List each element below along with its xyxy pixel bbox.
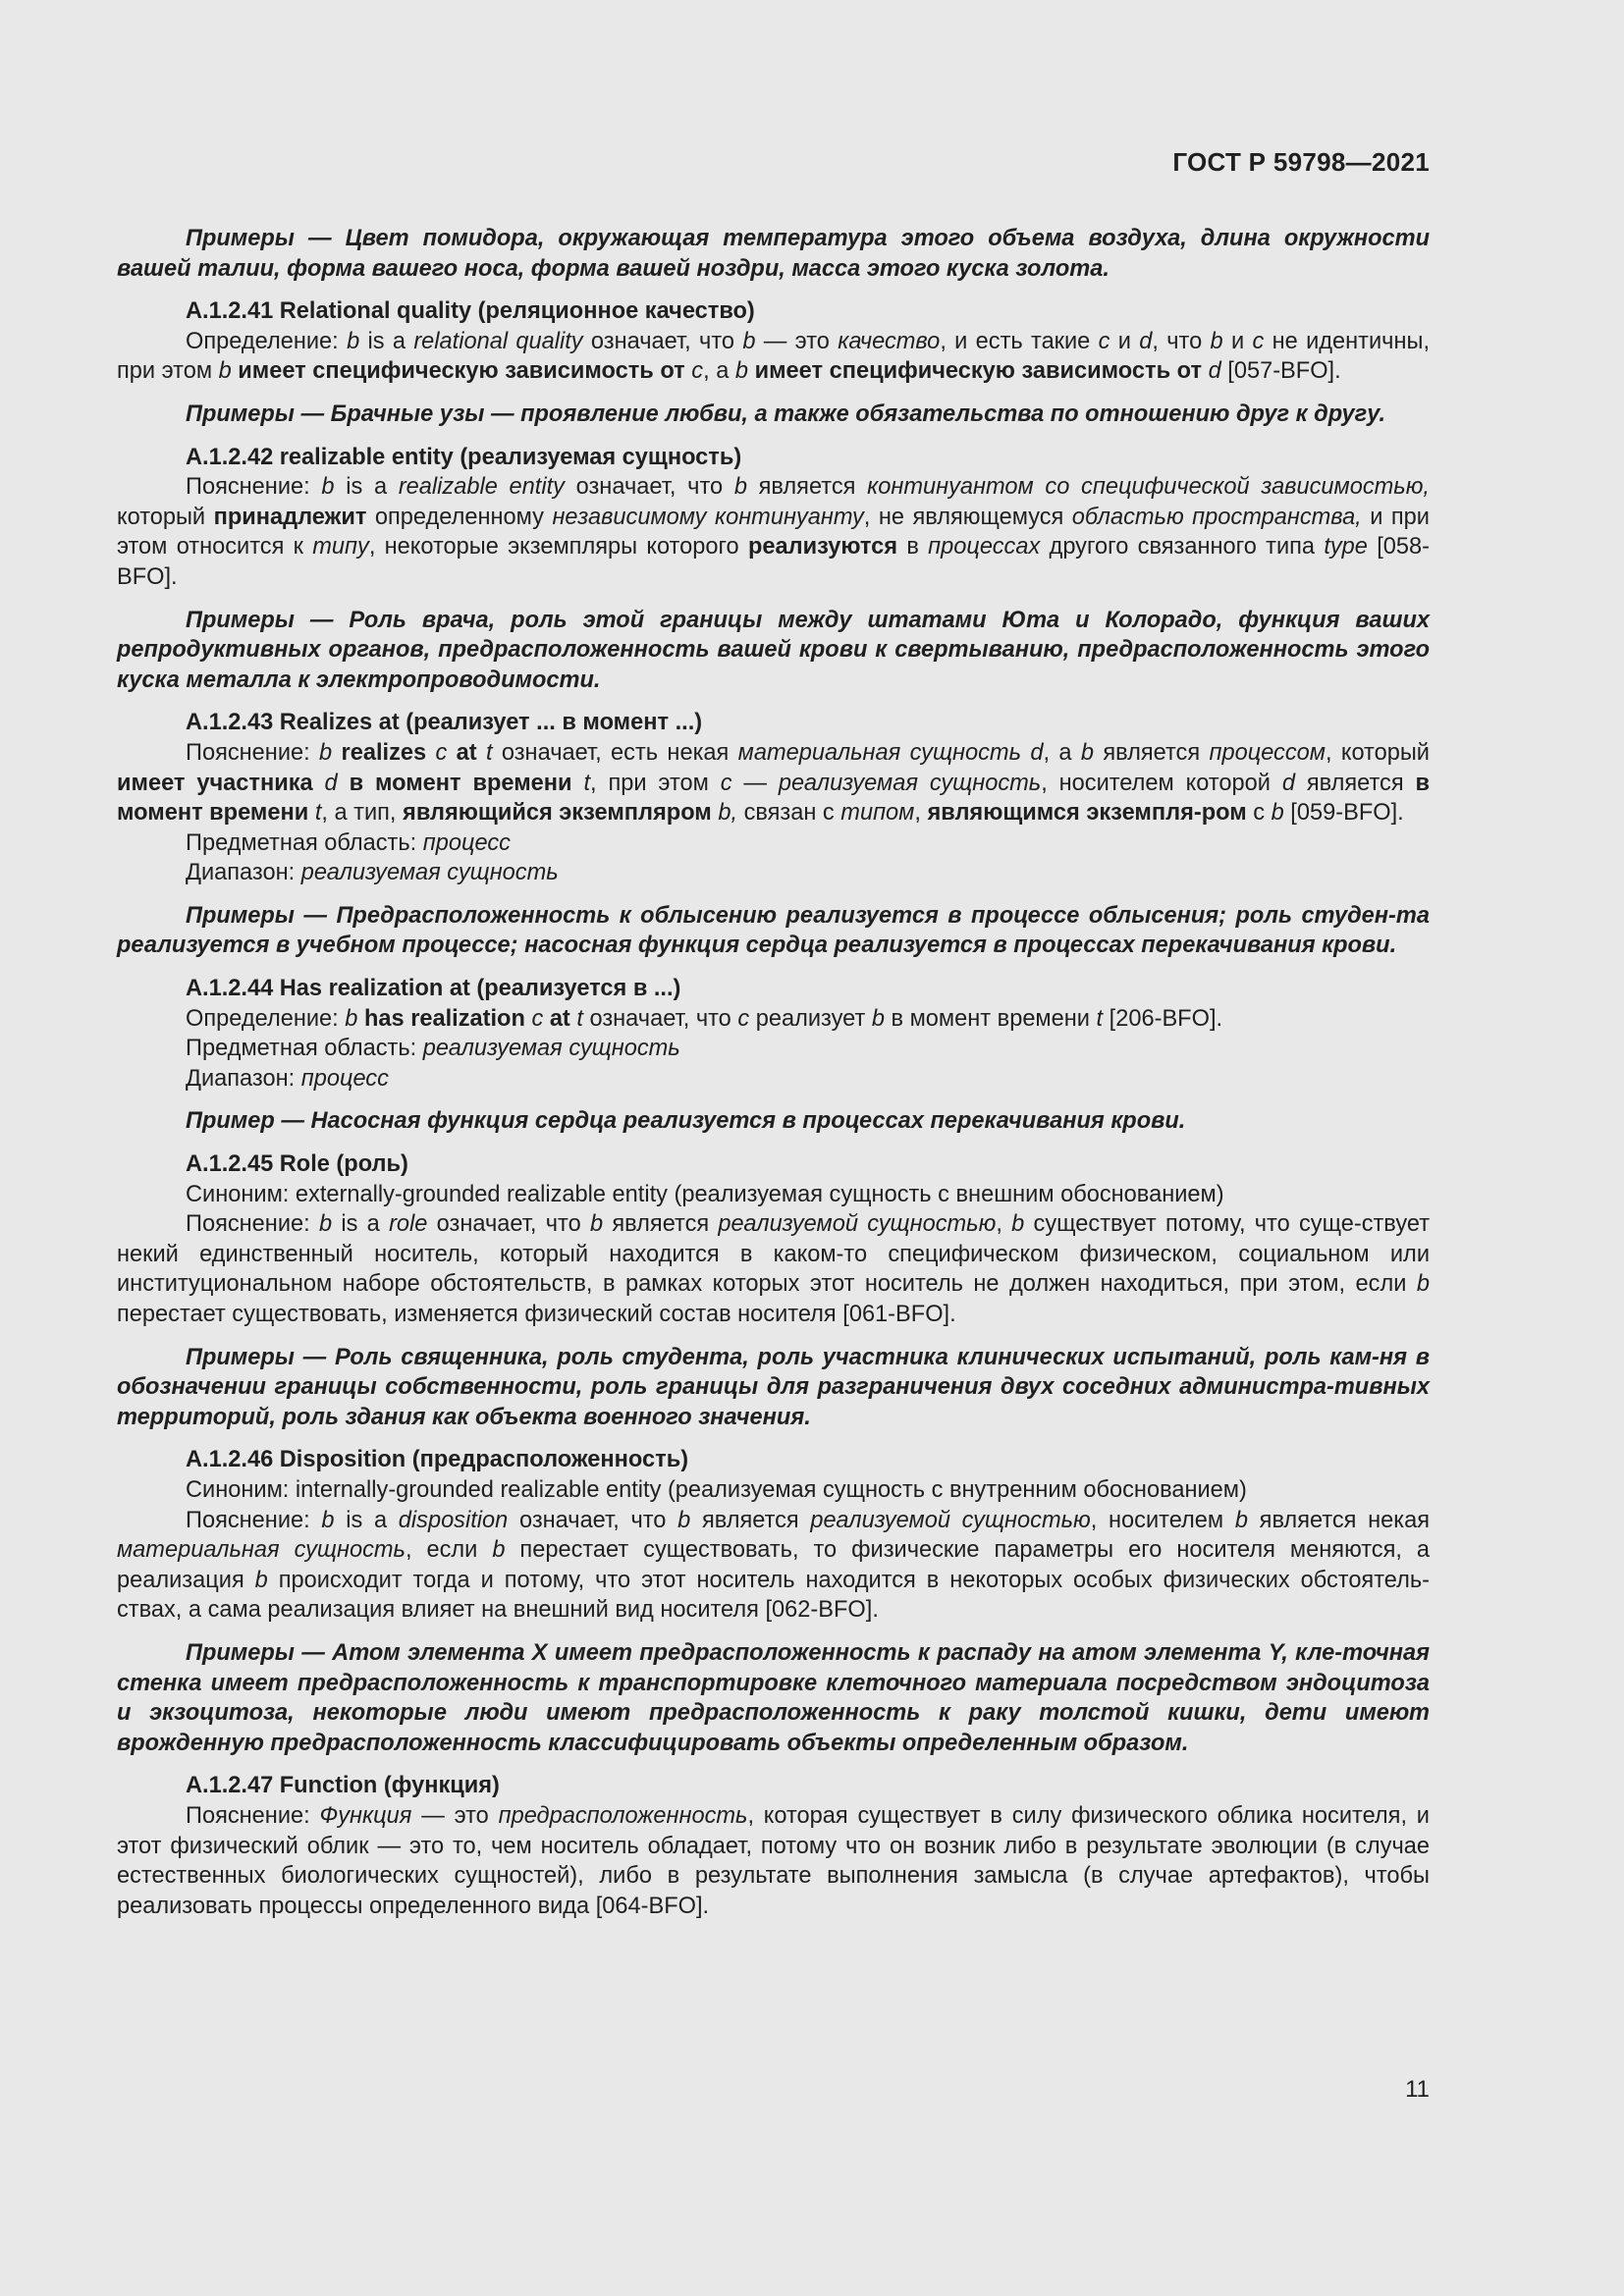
text-run: реализуемая сущность [300, 860, 559, 886]
text-run: , при этом [590, 770, 721, 796]
text-run: другого связанного типа [1040, 534, 1325, 561]
text-run: is a [334, 474, 399, 501]
text-run: b [1011, 1211, 1025, 1238]
text-run: role [389, 1211, 428, 1238]
text-run: b [871, 1005, 885, 1032]
text-paragraph [117, 1004, 1430, 1035]
text-run: реализуемая сущность [778, 770, 1042, 796]
text-run: Синоним: externally-grounded realizable entity (реализуемая сущность с внешним обоснованием) [186, 1181, 1224, 1207]
text-run [477, 740, 486, 766]
text-run: является [690, 1507, 811, 1533]
text-run: t [576, 1005, 583, 1032]
text-run: b [677, 1507, 691, 1533]
text-run: Диапазон: [186, 860, 301, 886]
text-run: реализуемая сущность [422, 1036, 680, 1062]
text-run: Пояснение: [186, 1507, 322, 1533]
text-paragraph [117, 828, 1430, 859]
text-run: означает, что [582, 328, 743, 354]
text-run: b [742, 328, 756, 354]
text-run: и [1110, 328, 1140, 354]
text-run: c [737, 1005, 750, 1032]
text-run: d [1139, 328, 1153, 354]
text-run: c [691, 358, 704, 385]
document-body [117, 224, 1430, 1921]
text-run: Синоним: internally-grounded realizable entity (реализуемая сущность с внутренним обоснованием) [186, 1476, 1247, 1503]
text-run: b [1416, 1271, 1430, 1298]
text-run: континуантом со специфической зависимостью, [867, 474, 1430, 501]
text-run: означает, что [427, 1211, 590, 1238]
text-run: являющимся экземпля-ром [927, 800, 1247, 827]
text-run: процессах [928, 534, 1041, 561]
text-run: b [589, 1211, 604, 1238]
text-run: означает, что [564, 474, 734, 501]
text-run: c [1252, 328, 1265, 354]
text-run: b [347, 328, 360, 354]
text-run: c [531, 1005, 544, 1032]
text-run: Функция [319, 1802, 412, 1829]
example-paragraph [117, 901, 1430, 961]
text-run: процесс [300, 1065, 389, 1092]
text-run: и [1222, 328, 1253, 354]
text-run: realizes [341, 739, 427, 766]
text-run [338, 771, 350, 796]
text-run: , и есть такие [940, 328, 1099, 354]
text-run: d [1030, 739, 1044, 766]
text-run: at [549, 1005, 570, 1032]
text-paragraph [117, 858, 1430, 888]
text-run: A.1.2.44 Has realization at (реализуется в ...) [186, 976, 681, 1002]
text-run: , что [1152, 328, 1211, 354]
text-run [447, 740, 456, 766]
text-run: Пояснение: [186, 739, 320, 766]
text-run: Предметная область: [186, 829, 423, 856]
text-run: , который [1325, 739, 1430, 766]
text-run [1021, 740, 1030, 766]
text-run: в момент времени [349, 770, 572, 796]
text-run: означает, что [582, 1005, 738, 1032]
text-run: Пояснение: [186, 1211, 319, 1238]
text-paragraph [117, 1064, 1430, 1095]
text-run: b [733, 474, 747, 501]
text-run: A.1.2.46 Disposition (предрасположенность) [186, 1447, 689, 1473]
page-number: 11 [1405, 2076, 1430, 2103]
text-run: перестает существовать, то физические параметры его носителя меняются, а реализация [117, 1537, 1431, 1593]
text-run: , [996, 1211, 1012, 1238]
text-run: означает, есть некая [492, 739, 738, 766]
text-run: at [456, 739, 477, 766]
text-paragraph [117, 1034, 1430, 1064]
text-run [332, 740, 341, 766]
text-paragraph [117, 1801, 1430, 1921]
text-run: типом [840, 800, 915, 827]
text-run: A.1.2.41 Relational quality (реляционное качество) [186, 298, 755, 325]
text-run: b [1271, 800, 1284, 827]
text-run: A.1.2.42 realizable entity (реализуемая сущность) [186, 444, 742, 470]
text-run: b [492, 1537, 506, 1564]
text-run: , а тип, [321, 800, 404, 827]
text-run: независимому континуанту [552, 504, 864, 530]
text-run: is a [332, 1211, 390, 1238]
text-run: realizable entity [398, 474, 565, 501]
text-run: реализуются [747, 534, 898, 561]
text-run: имеет специфическую зависимость от [754, 358, 1203, 385]
text-run: является [746, 474, 868, 501]
text-run: A.1.2.43 Realizes at (реализует ... в момент ...) [186, 710, 703, 736]
text-run: , а [1043, 739, 1081, 766]
section-heading [117, 974, 1430, 1004]
example-paragraph [117, 606, 1430, 696]
text-run: is a [359, 328, 414, 354]
text-run: disposition [398, 1507, 509, 1533]
text-run: — это [755, 328, 839, 354]
text-run: означает, что [508, 1507, 678, 1533]
text-run: Примеры — Цвет помидора, окружающая температура этого объема воздуха, длина окружности вашей талии, форма вашего носа, форма вашей ноздри, масса этого куска золота. [117, 226, 1430, 282]
text-run: t [314, 800, 322, 827]
text-run: — это [411, 1802, 499, 1829]
text-run: , а [703, 358, 735, 385]
text-run: b [321, 474, 335, 501]
text-run: b [1234, 1507, 1248, 1533]
text-run: реализует [749, 1005, 872, 1032]
text-run: является [1094, 739, 1210, 766]
text-run: областью пространства, [1071, 504, 1362, 530]
text-run: t [1096, 1005, 1104, 1032]
text-run: , не являющемуся [863, 504, 1072, 530]
text-run: принадлежит [213, 504, 367, 530]
text-run: type [1324, 534, 1368, 561]
text-run: Примеры — Атом элемента X имеет предрасположенность к распаду на атом элемента Y, кле-точная стенка имеет предрасположенность к транспортировке клеточного материала посредством эндоцитоза и экзоцитоза, некоторые люди имеют предрасположенность к раку толстой кишки, дети имеют врожденную предрасположенность классифицировать объекты определенным образом. [117, 1639, 1430, 1756]
text-run: не идентичны, при этом [117, 328, 1431, 385]
text-paragraph [117, 472, 1430, 592]
text-run: Пояснение: [186, 1802, 320, 1829]
text-paragraph [117, 1506, 1430, 1626]
text-run: [206-BFO]. [1103, 1005, 1223, 1032]
text-run: в момент времени [884, 1005, 1097, 1032]
text-run: Предметная область: [186, 1036, 423, 1062]
text-run: имеет участника [117, 770, 313, 796]
text-run: b [734, 358, 749, 385]
text-run: Определение: [186, 328, 348, 354]
text-paragraph [117, 1180, 1430, 1210]
example-paragraph [117, 1343, 1430, 1433]
text-run: существует потому, что суще-ствует некий единственный носитель, который находится в каком-то специфическом физическом, социальном или институциональном наборе обстоятельств, в рамках которых этот носитель не должен находиться, при этом, если [117, 1211, 1430, 1298]
text-run: b [218, 358, 232, 385]
text-run: процессом [1209, 739, 1326, 766]
text-run: является [603, 1211, 719, 1238]
section-heading [117, 1149, 1430, 1180]
text-run: в момент времени [117, 770, 1430, 827]
text-run: связан с [737, 800, 841, 827]
text-paragraph [117, 327, 1430, 387]
text-run: [058-BFO]. [117, 534, 1430, 590]
text-run: [059-BFO]. [1283, 800, 1404, 827]
text-run: имеет специфическую зависимость от [238, 358, 685, 385]
text-run: b [319, 739, 333, 766]
text-run: Пример — Насосная функция сердца реализуется в процессах перекачивания крови. [186, 1108, 1186, 1135]
text-run: , которая существует в силу физического облика носителя, и этот физический облик — это то, чем носитель обладает, потому что он возник либо в результате эволюции (в случае естественных биологических сущностей), либо в результате выполнения замысла (в случае артефактов), чтобы реализовать процессы определенного вида [064-BFO]. [117, 1802, 1430, 1919]
text-run: типу [312, 534, 369, 561]
text-run: , носителем [1090, 1507, 1235, 1533]
text-run: b [1210, 328, 1223, 354]
text-paragraph [117, 1475, 1430, 1506]
example-paragraph [117, 1638, 1430, 1758]
text-run: перестает существовать, изменяется физический состав носителя [061-BFO]. [117, 1302, 956, 1327]
section-heading [117, 708, 1430, 738]
text-paragraph [117, 1209, 1430, 1329]
text-run: Диапазон: [186, 1065, 301, 1092]
text-run: b [321, 1507, 335, 1533]
text-run: has realization [363, 1005, 525, 1032]
text-run: является некая [1247, 1507, 1431, 1533]
text-run: b [1080, 739, 1094, 766]
text-run: происходит тогда и потому, что этот носитель находится в некоторых особых физических обстоятель-ствах, а сама реализация влияет на внешний вид носителя [062-BFO]. [117, 1567, 1431, 1624]
text-run: d [1208, 358, 1221, 385]
text-run: , носителем которой [1041, 770, 1282, 796]
text-run: Примеры — Брачные узы — проявление любви, а также обязательства по отношению друг к другу. [186, 400, 1386, 427]
text-run: реализуемой сущностью [810, 1507, 1091, 1533]
section-heading [117, 443, 1430, 473]
text-run: b [318, 1211, 333, 1238]
text-run: реализуемой сущностью [718, 1211, 997, 1238]
example-paragraph [117, 224, 1430, 284]
text-run: c [435, 739, 448, 766]
example-paragraph [117, 400, 1430, 430]
text-run: определенному [366, 504, 553, 530]
text-run: качество [838, 328, 941, 354]
text-run: который [117, 504, 214, 530]
text-run: Пояснение: [186, 474, 322, 501]
text-run: b [345, 1005, 358, 1032]
text-run: материальная сущность [737, 739, 1021, 766]
text-run: является [1294, 770, 1416, 796]
text-run: в [897, 534, 929, 561]
text-run: и при этом относится к [117, 504, 1430, 561]
text-run: с [1246, 800, 1272, 827]
text-run: b [254, 1567, 268, 1593]
section-heading [117, 1771, 1430, 1801]
text-run: b, [718, 800, 738, 827]
text-run: d [324, 770, 338, 796]
text-run: — [731, 770, 779, 796]
standard-header: ГОСТ Р 59798—2021 [1172, 147, 1430, 177]
text-run: A.1.2.45 Role (роль) [186, 1151, 408, 1178]
text-run: являющийся экземпляром [403, 800, 712, 827]
text-run: материальная сущность [117, 1537, 406, 1564]
text-run: relational quality [413, 328, 583, 354]
text-run: [057-BFO]. [1220, 358, 1341, 385]
text-run [572, 771, 584, 796]
text-run: , [914, 800, 928, 827]
text-run: c [720, 770, 732, 796]
text-run: , некоторые экземпляры которого [368, 534, 748, 561]
example-paragraph [117, 1106, 1430, 1137]
text-run: c [1098, 328, 1110, 354]
text-run: t [485, 739, 493, 766]
text-run: Примеры — Предрасположенность к облысению реализуется в процессе облысения; роль студен-та реализуется в учебном процессе; насосная функция сердца реализуется в процессах перекачивания крови. [117, 902, 1430, 959]
text-run: A.1.2.47 Function (функция) [186, 1773, 500, 1799]
section-heading [117, 296, 1430, 327]
text-run [313, 771, 325, 796]
text-run: is a [334, 1507, 399, 1533]
text-run: Примеры — Роль врача, роль этой границы между штатами Юта и Колорадо, функция ваших репродуктивных органов, предрасположенность вашей крови к свертыванию, предрасположенность этого куска металла к электропроводимости. [117, 607, 1430, 693]
text-run: предрасположенность [498, 1802, 748, 1829]
text-run: , если [405, 1537, 493, 1564]
text-run: Определение: [186, 1005, 346, 1032]
text-run: Примеры — Роль священника, роль студента, роль участника клинических испытаний, роль кам-ня в обозначении границы собственности, роль границы для разграничения двух соседних администра-тивных территорий, роль здания как объекта военного значения. [117, 1344, 1430, 1430]
text-paragraph [117, 738, 1430, 828]
text-run: t [583, 770, 591, 796]
text-run: процесс [422, 829, 511, 856]
text-run: d [1281, 770, 1295, 796]
section-heading [117, 1445, 1430, 1475]
